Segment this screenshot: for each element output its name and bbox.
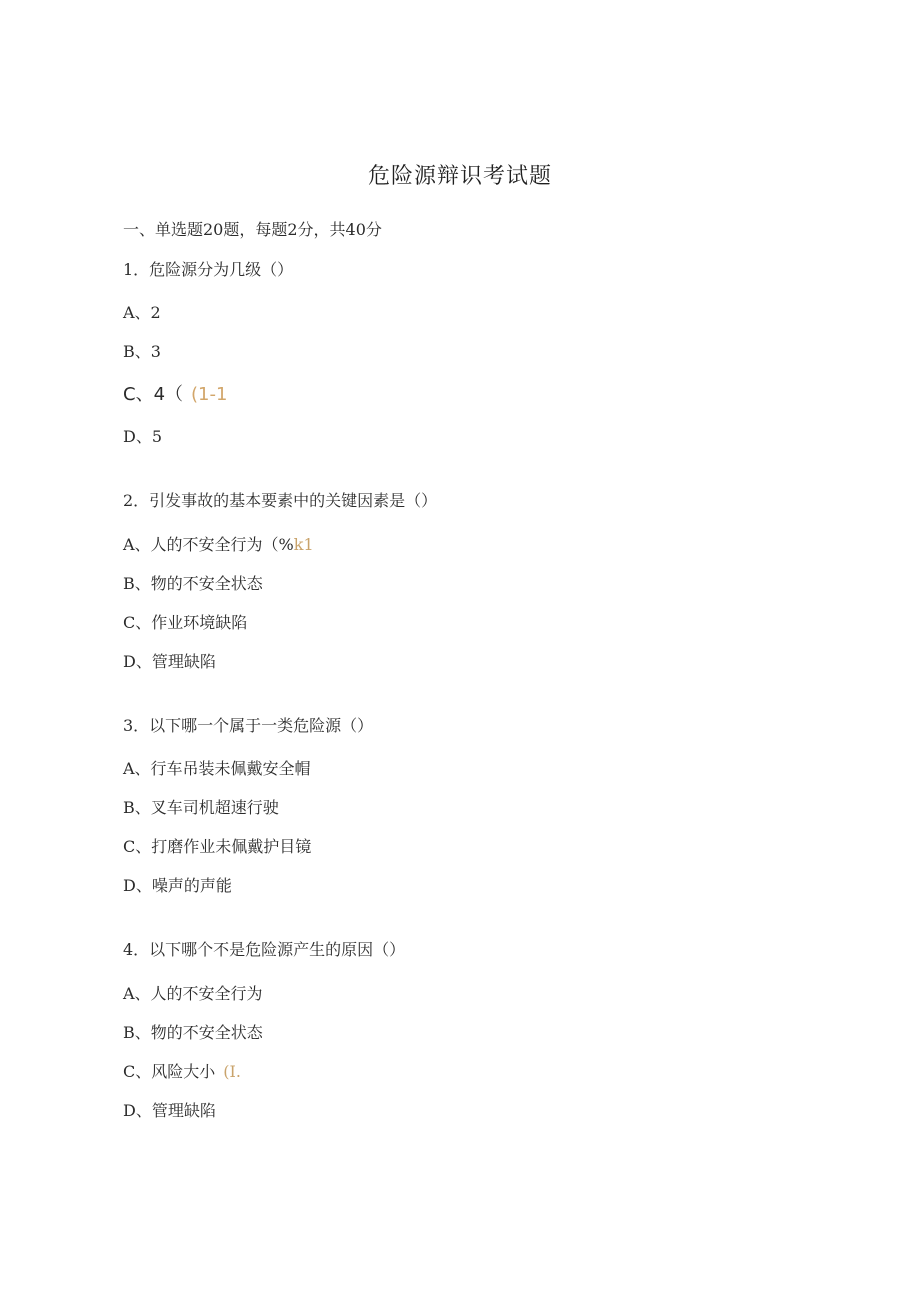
question-1-option-c <box>123 385 227 405</box>
handwritten-annotation: (1-1 <box>191 384 228 405</box>
question-4-option-c <box>123 1062 241 1082</box>
question-3-option-b: B、叉车司机超速行驶 <box>123 798 279 817</box>
question-2-option-c: C、作业环境缺陷 <box>123 613 248 632</box>
question-2-option-d: D、管理缺陷 <box>123 652 216 671</box>
question-2-option-b: B、物的不安全状态 <box>123 574 263 593</box>
page-title: 危险源辩识考试题 <box>367 164 552 189</box>
question-1-option-b: B、3 <box>123 342 161 361</box>
option-text: C、风险大小 <box>123 1062 216 1081</box>
question-3-option-c: C、打磨作业未佩戴护目镜 <box>123 837 312 856</box>
question-4-option-d: D、管理缺陷 <box>123 1101 216 1120</box>
question-3-stem: 3．以下哪一个属于一类危险源（） <box>123 716 374 735</box>
handwritten-annotation: (I. <box>223 1062 241 1081</box>
section-heading: 一、单选题20题，每题2分，共40分 <box>123 220 382 239</box>
question-4-option-b: B、物的不安全状态 <box>123 1023 263 1042</box>
question-1-option-a: A、2 <box>123 303 161 322</box>
question-1-stem: 1．危险源分为几级（） <box>123 260 294 279</box>
handwritten-annotation: k1 <box>293 535 314 554</box>
question-3-option-d: D、噪声的声能 <box>123 876 232 895</box>
question-4-stem: 4．以下哪个不是危险源产生的原因（） <box>123 940 406 959</box>
option-text: C、4（ <box>123 384 184 405</box>
question-2-stem: 2．引发事故的基本要素中的关键因素是（） <box>123 491 438 510</box>
question-1-option-d: D、5 <box>123 427 163 446</box>
question-2-option-a <box>123 535 314 555</box>
option-text: A、人的不安全行为（% <box>123 535 294 554</box>
question-4-option-a: A、人的不安全行为 <box>123 984 263 1003</box>
question-3-option-a: A、行车吊装未佩戴安全帽 <box>123 759 311 778</box>
